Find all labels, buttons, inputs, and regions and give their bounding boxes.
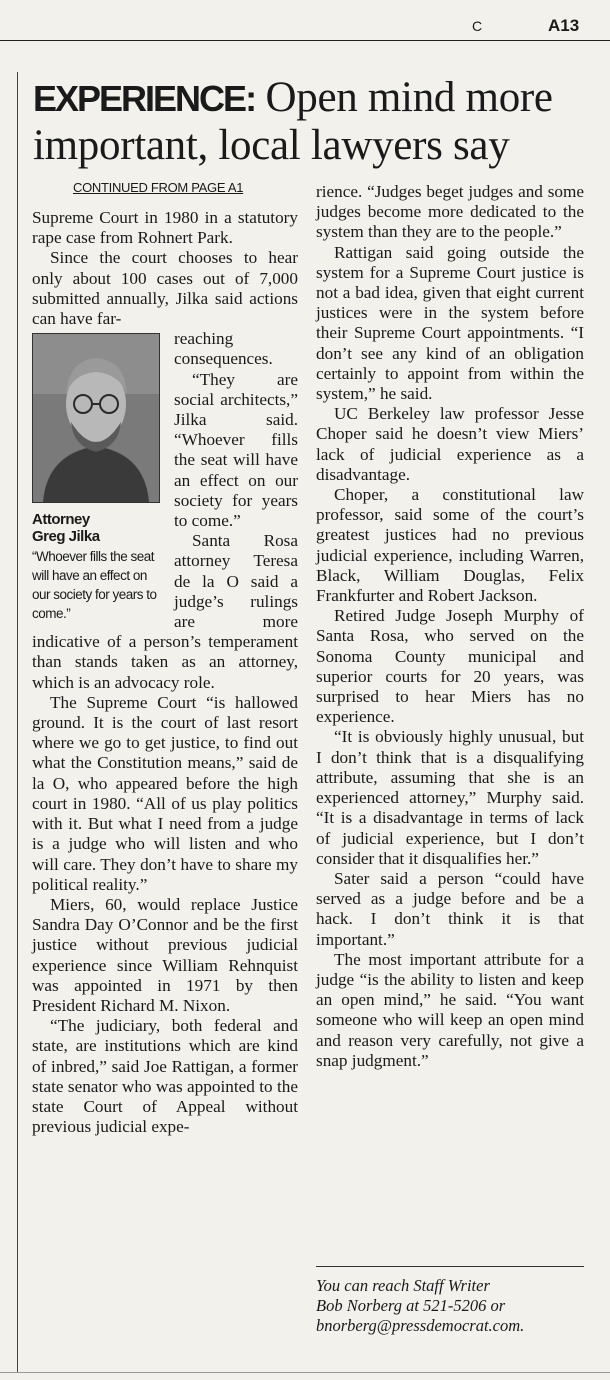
article-left-rule (17, 72, 18, 1372)
paragraph: “They are social architects,” Jilka said. “Whoever fills the seat will have an effect on our society for years to come.” (174, 369, 298, 531)
signoff-rule (316, 1266, 584, 1267)
signoff-email: bnorberg@pressdemocrat.com. (316, 1316, 525, 1335)
portrait-image (33, 334, 159, 502)
caption-title: Attorney (32, 511, 90, 529)
jump-line: CONTINUED FROM PAGE A1 (73, 180, 244, 195)
page-folio (0, 0, 610, 41)
staff-signoff (316, 1276, 584, 1336)
paragraph: UC Berkeley law professor Jesse Choper said he doesn’t view Miers’ lack of judicial experience as a disadvantage. (316, 404, 584, 484)
paragraph: Retired Judge Joseph Murphy of Santa Rosa, who served on the Sonoma County municipal and superior courts for 20 years, was surprised to hear Miers has no experience. (316, 606, 584, 727)
paragraph: The Supreme Court “is hallowed ground. It is the court of last resort where we go to get justice, to find out what the Constitution means,” said de la O, who appeared before the high court in 1980. “All of us play politics with it. But what I need from a judge is a judge who will listen and who will care. They don’t have to share my political reality.” (32, 692, 298, 894)
caption-person: Greg Jilka (32, 528, 100, 546)
paragraph: Miers, 60, would replace Justice Sandra Day O’Connor and be the first justice without previous judicial experience since William Rehnquist was appointed in 1971 by then President Richard M. Nixon. (32, 894, 298, 1015)
headline-kicker: EXPERIENCE: (33, 78, 256, 119)
bottom-rule (0, 1372, 610, 1373)
headline (33, 74, 593, 169)
section-letter: C (472, 18, 483, 34)
headline-line-2: important, local lawyers say (33, 122, 510, 169)
headline-line-1: Open mind more (265, 74, 553, 121)
paragraph: “It is obviously highly unusual, but I don’t think that is a disqualifying attribute, assuming that she is an experienced attorney,” Murphy said. “It is a disadvantage in terms of lack of judicial experience, but I don’t consider that it disqualifies her.” (316, 727, 584, 868)
paragraph: Supreme Court in 1980 in a statutory rape case from Rohnert Park. (32, 208, 298, 248)
photo-block (32, 329, 160, 623)
paragraph: “The judiciary, both federal and state, are institutions which are kind of inbred,” said Joe Rattigan, a former state senator who was appointed to the state Court of Appeal without previous judicial expe- (32, 1016, 298, 1137)
signoff-line-2: Bob Norberg at 521-5206 or (316, 1296, 506, 1315)
article-column-1 (32, 208, 298, 1137)
paragraph: Since the court chooses to hear only about 100 cases out of 7,000 submitted annually, Jilka said actions can have far- (32, 248, 298, 329)
portrait-photo (32, 333, 160, 503)
paragraph: Santa Rosa attorney Teresa de la O said a judge’s rulings are more indicative of a person’s temperament than stands taken as an attorney, which is an advocacy role. (32, 531, 298, 692)
paragraph: Choper, a constitutional law professor, said some of the court’s greatest justices had no previous judicial experience, including Warren, Black, William Douglas, Felix Frankfurter and Robert Jackson. (316, 485, 584, 606)
caption-quote: “Whoever fills the seat will have an effect on our society for years to come.” (32, 549, 157, 622)
paragraph: rience. “Judges beget judges and some judges become more dedicated to the system than they are to the people.” (316, 182, 584, 242)
signoff-line-1: You can reach Staff Writer (316, 1276, 490, 1295)
paragraph: Rattigan said going outside the system for a Supreme Court justice is not a bad idea, given that eight current justices were in the system before their Supreme Court appointments. “I don’t see any kind of an obligation certainly to appoint from within the system,” he said. (316, 242, 584, 404)
caption-name (32, 511, 160, 545)
page-number: A13 (548, 16, 580, 35)
paragraph: Sater said a person “could have served as a judge before and be a hack. I don’t think it is that important.” (316, 868, 584, 949)
paragraph: The most important attribute for a judge “is the ability to listen and keep an open mind,” he said. “You want someone who will keep an open mind and reason very carefully, not give a snap judgment.” (316, 949, 584, 1070)
paragraph: reaching consequences. (174, 329, 273, 369)
article-column-2 (316, 182, 584, 1071)
